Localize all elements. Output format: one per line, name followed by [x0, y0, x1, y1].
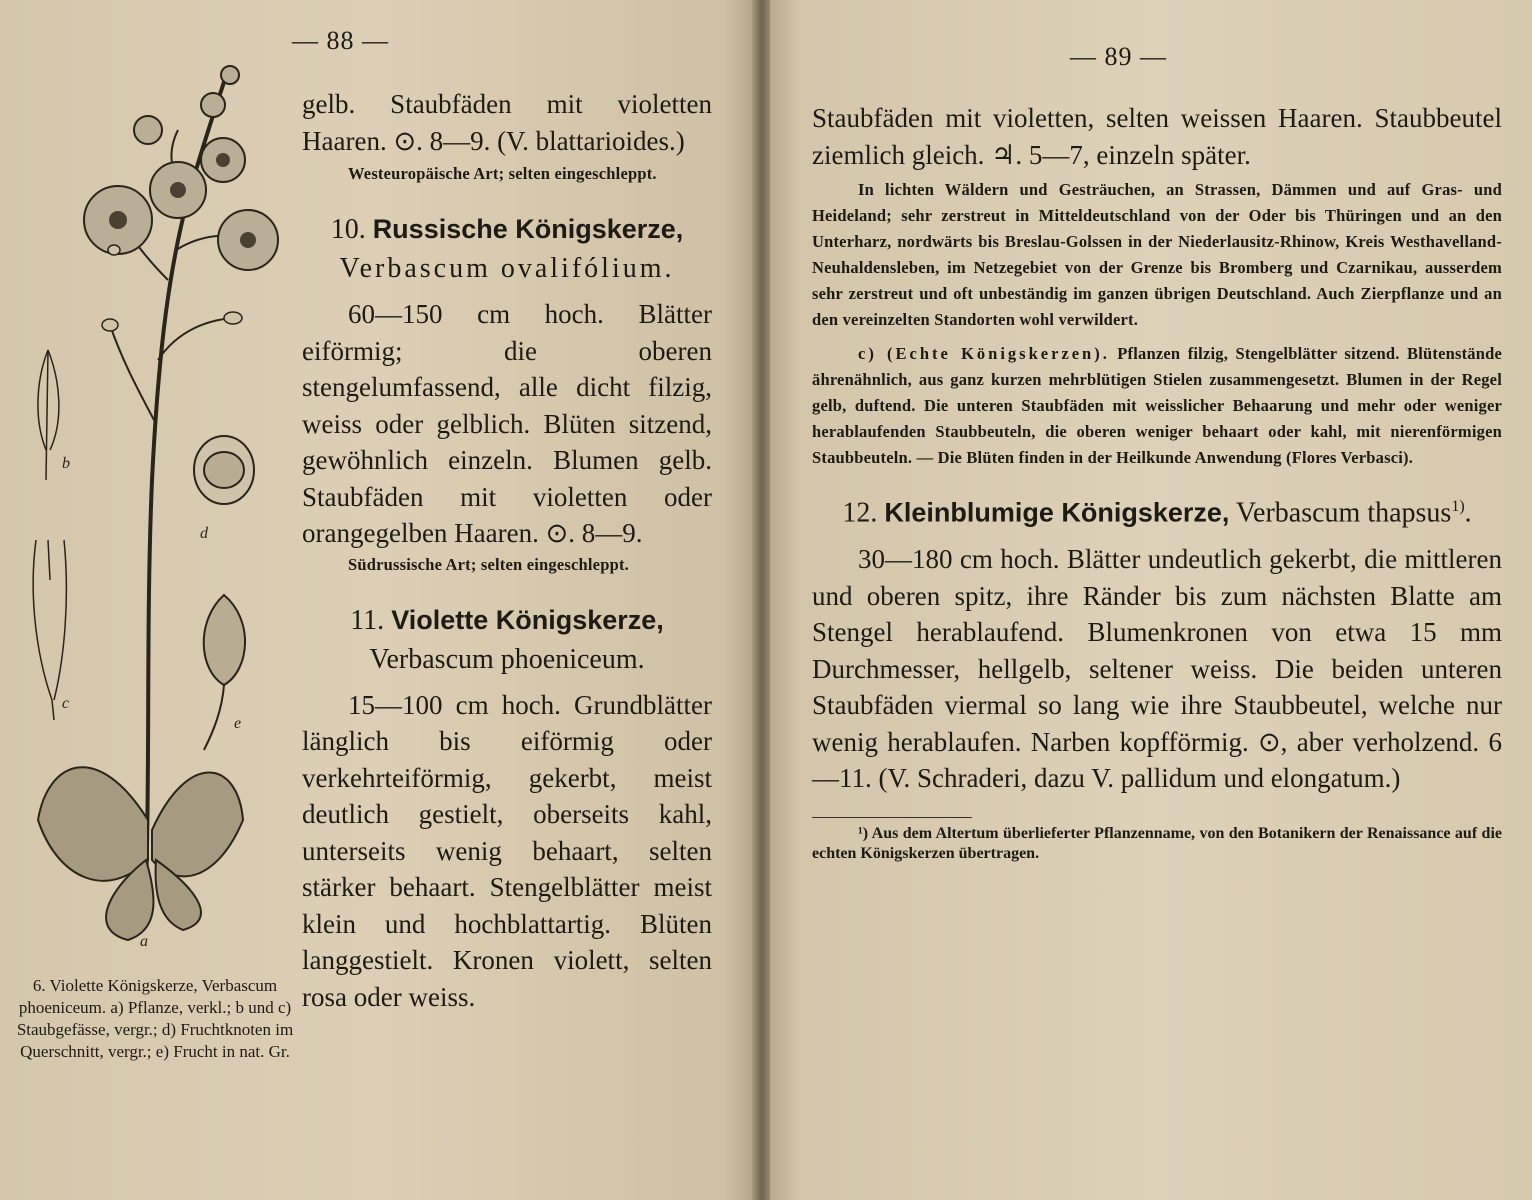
- species-12-name: Kleinblumige Königskerze,: [884, 497, 1230, 528]
- species-12-number: 12.: [842, 497, 878, 529]
- figure-label-e: e: [234, 715, 242, 732]
- species-11-description: 15—100 cm hoch. Grundblätter länglich bis eiförmig oder verkehrteiförmig, gekerbt, meist deutlich gestielt, oberseits kahl, unterseits wenig behaart, selten stärker behaart. Stengelblätter meist klein und hochblattartig. Blüten langgestielt. Kronen violett, selten rosa oder weiss.: [302, 689, 712, 1012]
- footnote-divider: [812, 817, 972, 818]
- species-12-heading: [812, 487, 1502, 533]
- species-10-number: 10.: [330, 214, 366, 245]
- verbascum-drawing: [18, 60, 288, 950]
- book-gutter: [752, 0, 772, 1200]
- figure-label-b: b: [62, 455, 70, 472]
- right-page-text: [812, 100, 1502, 864]
- left-page-text: [302, 86, 712, 1015]
- figure-label-c: c: [62, 695, 70, 712]
- species-12-latin-end: .: [1464, 497, 1472, 529]
- figure-label-a: a: [140, 933, 148, 950]
- species-11-heading: [302, 600, 712, 641]
- intro-note: Westeuropäische Art; selten eingeschleppt.: [348, 164, 657, 183]
- species-11-number: 11.: [350, 604, 385, 636]
- group-c-paragraph: [812, 341, 1502, 471]
- page-number-right: — 89 —: [1070, 42, 1167, 71]
- group-c-text: Pflanzen filzig, Stengelblätter sitzend. Blütenstände ährenähnlich, aus ganz kurzen mehrblütigen Stielen zusammengesetzt. Blumen in der Regel gelb, duftend. Die unteren Staubfäden mit weisslicher Behaarung und mehr oder weniger herablaufenden Staubbeuteln, die oberen weniger behaart oder kahl, mit nierenförmigen Staubbeuteln. — Die Blüten finden in der Heilkunde Anwendung (Flores Verbasci).: [812, 344, 1503, 467]
- intro-text: gelb. Staubfäden mit violetten Haaren. ⊙. 8—9. (V. blattarioides.): [302, 89, 712, 156]
- group-c-label: c) (Echte Königskerzen).: [858, 344, 1110, 363]
- footnote: ¹) Aus dem Altertum überlieferter Pflanzenname, von den Botanikern der Renaissance auf die echten Königskerzen übertragen.: [812, 824, 1502, 862]
- species-10-description: 60—150 cm hoch. Blätter eiförmig; die oberen stengelumfassend, alle dicht filzig, weiss oder gelblich. Blüten sitzend, gewöhnlich einzeln. Blumen gelb. Staubfäden mit violetten oder orangegelben Haaren. ⊙. 8—9.: [302, 299, 712, 548]
- species-12-latin: Verbascum thapsus: [1235, 497, 1452, 529]
- species-10-heading: [302, 209, 712, 250]
- species-10-name: Russische Königskerze,: [372, 214, 684, 244]
- species-11-name: Violette Königskerze,: [391, 604, 664, 635]
- page-number-left: — 88 —: [292, 26, 389, 55]
- plant-illustration: [18, 60, 288, 950]
- figure-caption: 6. Violette Königskerze, Verbascum phoeniceum. a) Pflanze, verkl.; b und c) Staubgefässe, vergr.; d) Fruchtknoten im Querschnitt, vergr.; e) Frucht in nat. Gr.: [16, 976, 294, 1061]
- continuation-text: Staubfäden mit violetten, selten weissen Haaren. Staubbeutel ziemlich gleich. ♃. 5—7, einzeln später.: [812, 103, 1502, 170]
- distribution-text: In lichten Wäldern und Gesträuchen, an Strassen, Dämmen und auf Gras- und Heideland; sehr zerstreut in Mitteldeutschland von der Oder bis Thüringen und an den Unterharz, nordwärts bis Breslau-Golssen in der Niederlausitz-Rhinow, Kreis Westhavelland-Neuhaldensleben, im Netzegebiet von der Grenze bis Bromberg und Czarnikau, ausserdem sehr zerstreut und oft unbeständig im ganzen übrigen Deutschland. Auch Zierpflanze und an den vereinzelten Standorten wohl verwildert.: [812, 180, 1502, 329]
- left-page: [0, 0, 755, 1200]
- species-10-latin: Verbascum ovalifólium.: [339, 253, 675, 284]
- species-11-latin: Verbascum phoeniceum.: [369, 643, 645, 675]
- species-12-description: 30—180 cm hoch. Blätter undeutlich gekerbt, die mittleren und oberen spitz, ihre Ränder bis zum nächsten Blatte am Stengel herablaufend. Blumenkronen von etwa 15 mm Durchmesser, hellgelb, seltener weiss. Die beiden unteren Staubfäden viermal so lang wie ihre Staubbeutel, welche nur wenig herablaufen. Narben kopfförmig. ⊙, aber verholzend. 6—11. (V. Schraderi, dazu V. pallidum und elongatum.): [812, 544, 1502, 794]
- figure-label-d: d: [200, 525, 208, 542]
- species-10-note: Südrussische Art; selten eingeschleppt.: [348, 554, 629, 574]
- footnote-mark: 1): [1451, 498, 1465, 515]
- right-page: [770, 0, 1532, 1200]
